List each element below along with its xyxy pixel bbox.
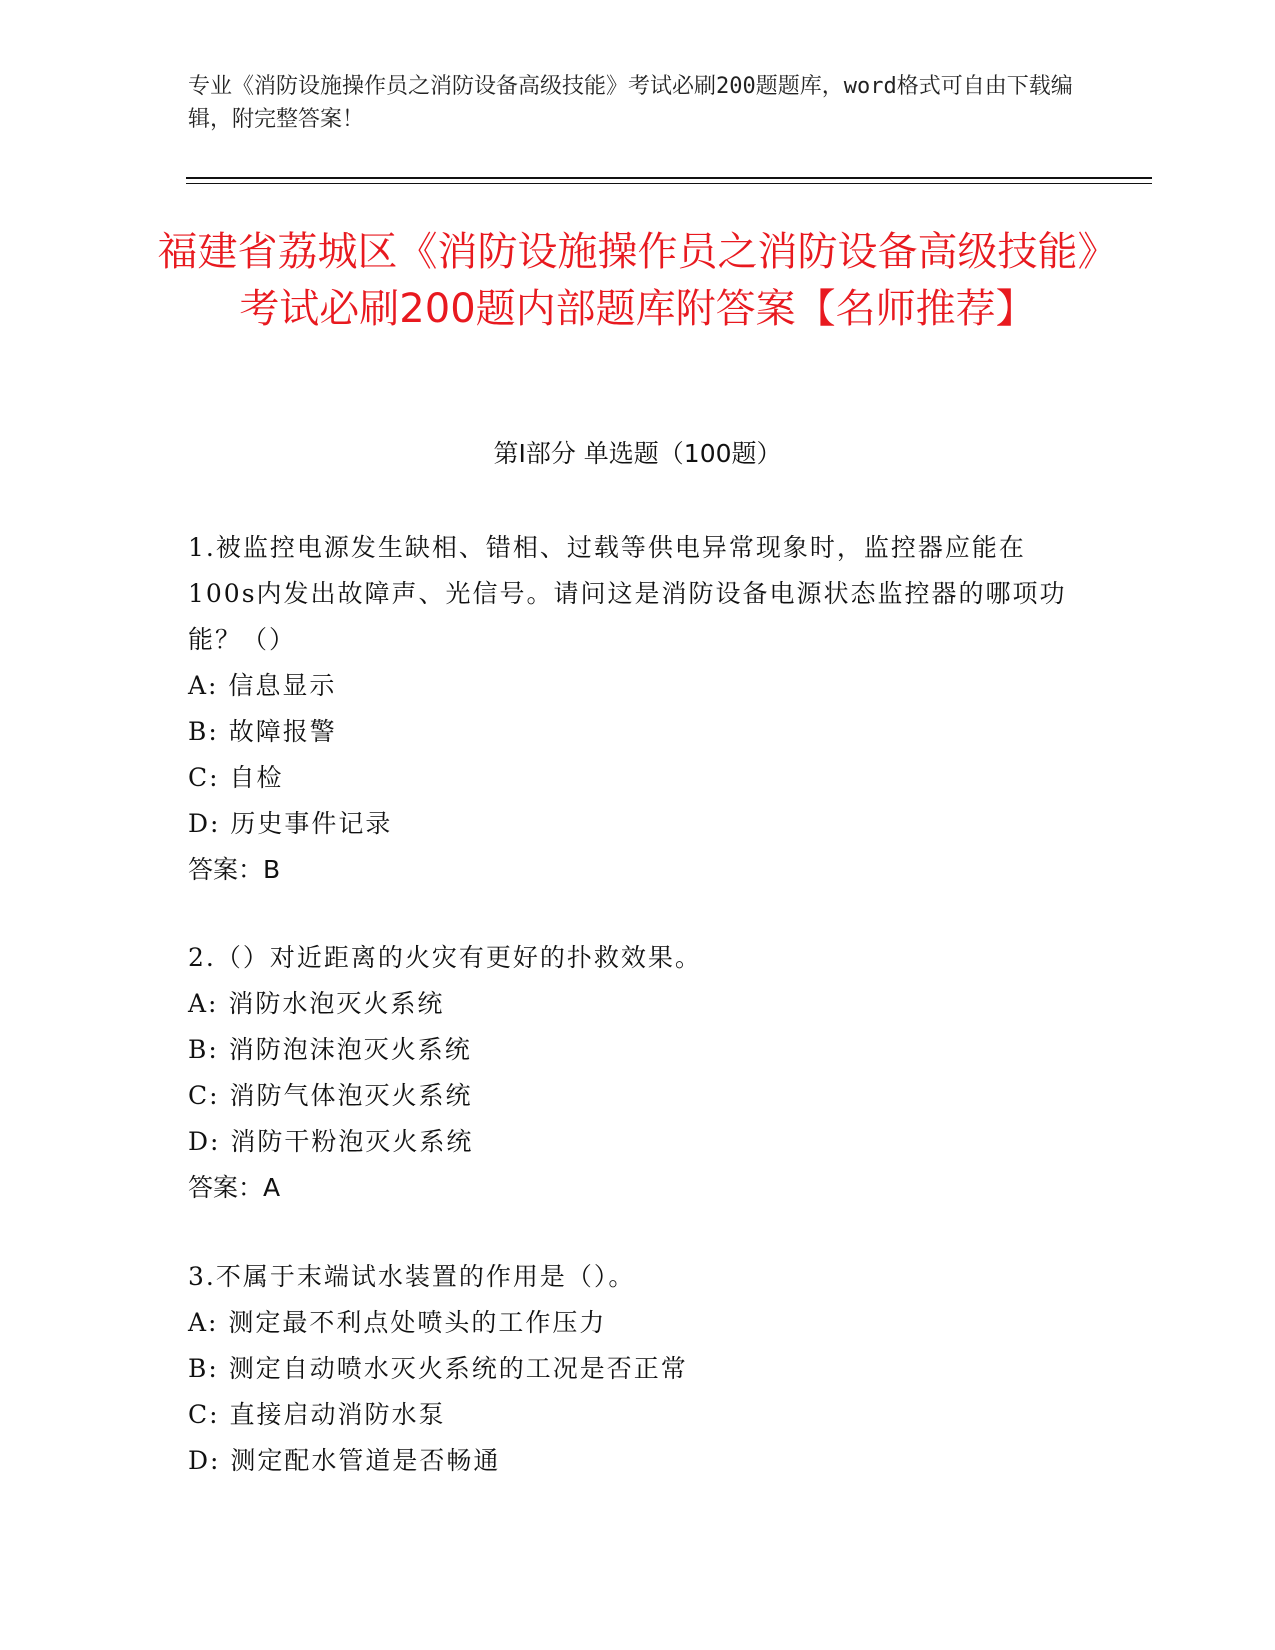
option-b: B: 测定自动喷水灭火系统的工况是否正常 <box>188 1354 688 1383</box>
option-c: C: 自检 <box>188 763 284 792</box>
option-c: C: 直接启动消防水泵 <box>188 1400 446 1429</box>
question-3 <box>188 1254 1088 1484</box>
option-d: D: 消防干粉泡灭火系统 <box>188 1127 474 1156</box>
question-2 <box>188 935 1088 1211</box>
option-a: A: 信息显示 <box>188 671 337 700</box>
option-a: A: 测定最不利点处喷头的工作压力 <box>188 1308 607 1337</box>
option-a: A: 消防水泡灭火系统 <box>188 989 445 1018</box>
option-c: C: 消防气体泡灭火系统 <box>188 1081 473 1110</box>
question-text: 1.被监控电源发生缺相、错相、过载等供电异常现象时，监控器应能在100s内发出故障声、光信号。请问这是消防设备电源状态监控器的哪项功能？（） <box>188 533 1067 654</box>
option-b: B: 故障报警 <box>188 717 337 746</box>
header-note: 专业《消防设施操作员之消防设备高级技能》考试必刷200题题库，word格式可自由下载编辑，附完整答案！ <box>188 74 1073 132</box>
question-text: 2.（）对近距离的火灾有更好的扑救效果。 <box>188 943 702 972</box>
section-heading: 第I部分 单选题（100题） <box>493 439 782 468</box>
answer: 答案：A <box>188 1173 281 1202</box>
option-d: D: 历史事件记录 <box>188 809 393 838</box>
header-divider-thick <box>186 177 1152 179</box>
option-b: B: 消防泡沫泡灭火系统 <box>188 1035 472 1064</box>
header-divider-thin <box>186 183 1152 184</box>
option-d: D: 测定配水管道是否畅通 <box>188 1446 501 1475</box>
document-title: 福建省荔城区《消防设施操作员之消防设备高级技能》考试必刷200题内部题库附答案【名师推荐】 <box>157 229 1118 332</box>
question-text: 3.不属于末端试水装置的作用是（）。 <box>188 1262 636 1291</box>
question-1 <box>188 525 1088 893</box>
answer: 答案：B <box>188 855 281 884</box>
